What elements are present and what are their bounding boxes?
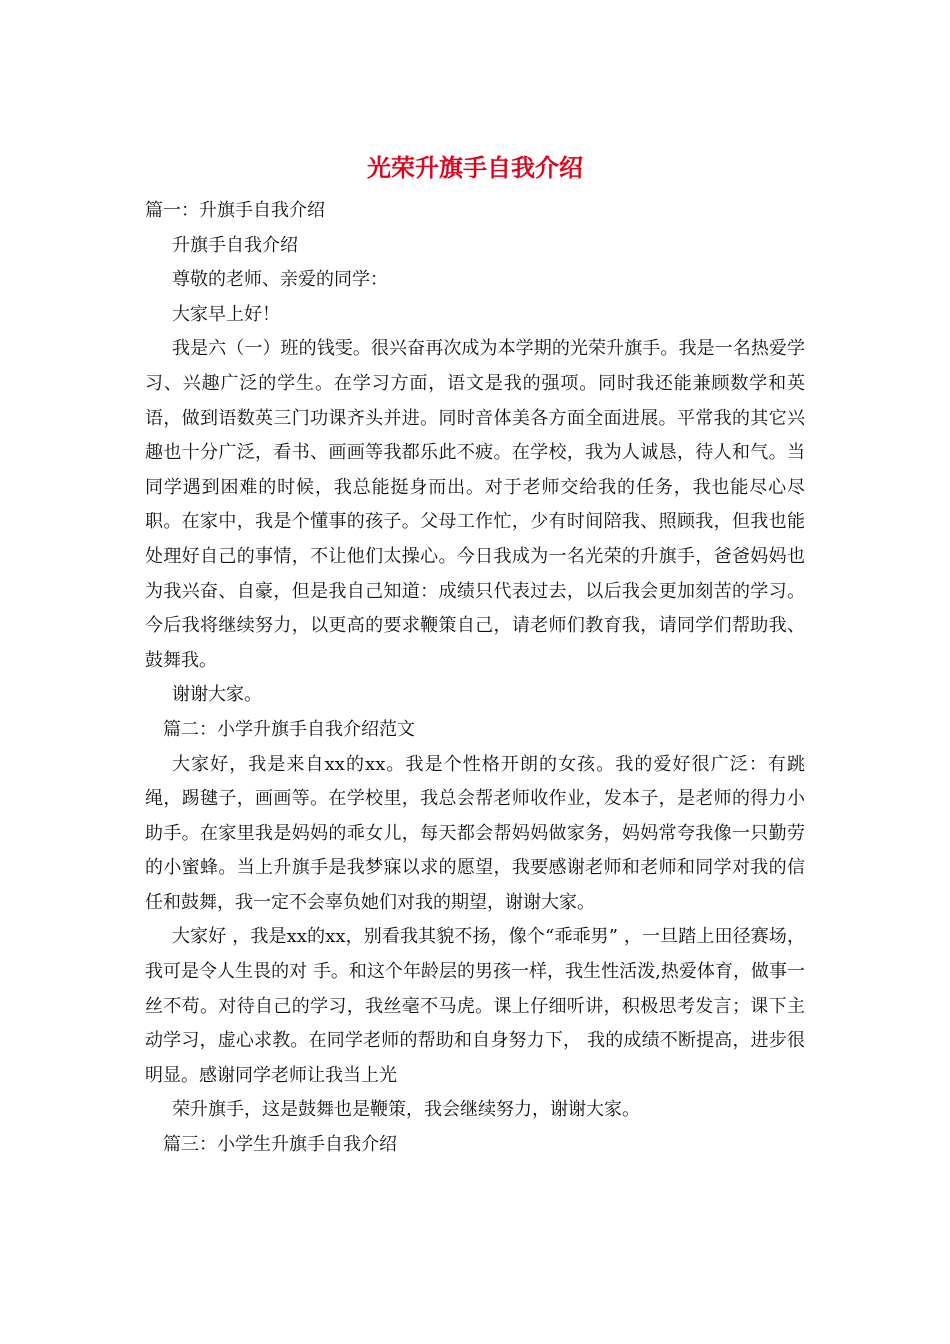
section-heading-2: 篇二：小学升旗手自我介绍范文 (163, 718, 415, 740)
salutation: 尊敬的老师、亲爱的同学： (172, 269, 388, 291)
section-subtitle: 升旗手自我介绍 (172, 234, 298, 256)
body-paragraph-2: 大家好，我是来自xx的xx。我是个性格开朗的女孩。我的爱好很广泛：有跳绳，踢毽子，画画等。在学校里，我总会帮老师收作业，发本子，是老师的得力小助手。在家里我是妈妈的乖女儿，每天都会帮妈妈做家务，妈妈常夸我像一只勤劳的小蜜蜂。当上升旗手是我梦寐以求的愿望，我要感谢老师和老师和同学对我的信任和鼓舞，我一定不会辜负她们对我的期望，谢谢大家。 (145, 753, 805, 913)
section-heading-3: 篇三：小学生升旗手自我介绍 (163, 1134, 397, 1156)
body-paragraph-3: 大家好 ，我是xx的xx，别看我其貌不扬，像个“乖乖男” ，一旦踏上田径赛场，我可是令人生畏的对 手。和这个年龄层的男孩一样，我生性活泼,热爱体育，做事一丝不苟。对待自己的学习，我丝毫不马虎。课上仔细听讲，积极思考发言；课下主动学习，虚心求教。在同学老师的帮助和自身努力下， 我的成绩不断提高，进步很明显。感谢同学老师让我当上光 (145, 926, 805, 1086)
greeting: 大家早上好！ (172, 303, 280, 325)
section-heading-1: 篇一：升旗手自我介绍 (145, 200, 325, 221)
document-title: 光荣升旗手自我介绍 (367, 153, 583, 182)
closing-thanks: 谢谢大家。 (172, 684, 262, 706)
body-paragraph-1: 我是六（一）班的钱雯。很兴奋再次成为本学期的光荣升旗手。我是一名热爱学习、兴趣广泛的学生。在学习方面，语文是我的强项。同时我还能兼顾数学和英语，做到语数英三门功课齐头并进。同时音体美各方面全面进展。平常我的其它兴趣也十分广泛，看书、画画等我都乐此不疲。在学校，我为人诚恳，待人和气。当同学遇到困难的时候，我总能挺身而出。对于老师交给我的任务，我也能尽心尽职。在家中，我是个懂事的孩子。父母工作忙，少有时间陪我、照顾我，但我也能处理好自己的事情，不让他们太操心。今日我成为一名光荣的升旗手，爸爸妈妈也为我兴奋、自豪，但是我自己知道：成绩只代表过去，以后我会更加刻苦的学习。今后我将继续努力，以更高的要求鞭策自己，请老师们教育我，请同学们帮助我、鼓舞我。 (145, 338, 805, 671)
document-body (145, 194, 805, 1163)
body-paragraph-3-continued: 荣升旗手，这是鼓舞也是鞭策，我会继续努力，谢谢大家。 (172, 1099, 640, 1121)
